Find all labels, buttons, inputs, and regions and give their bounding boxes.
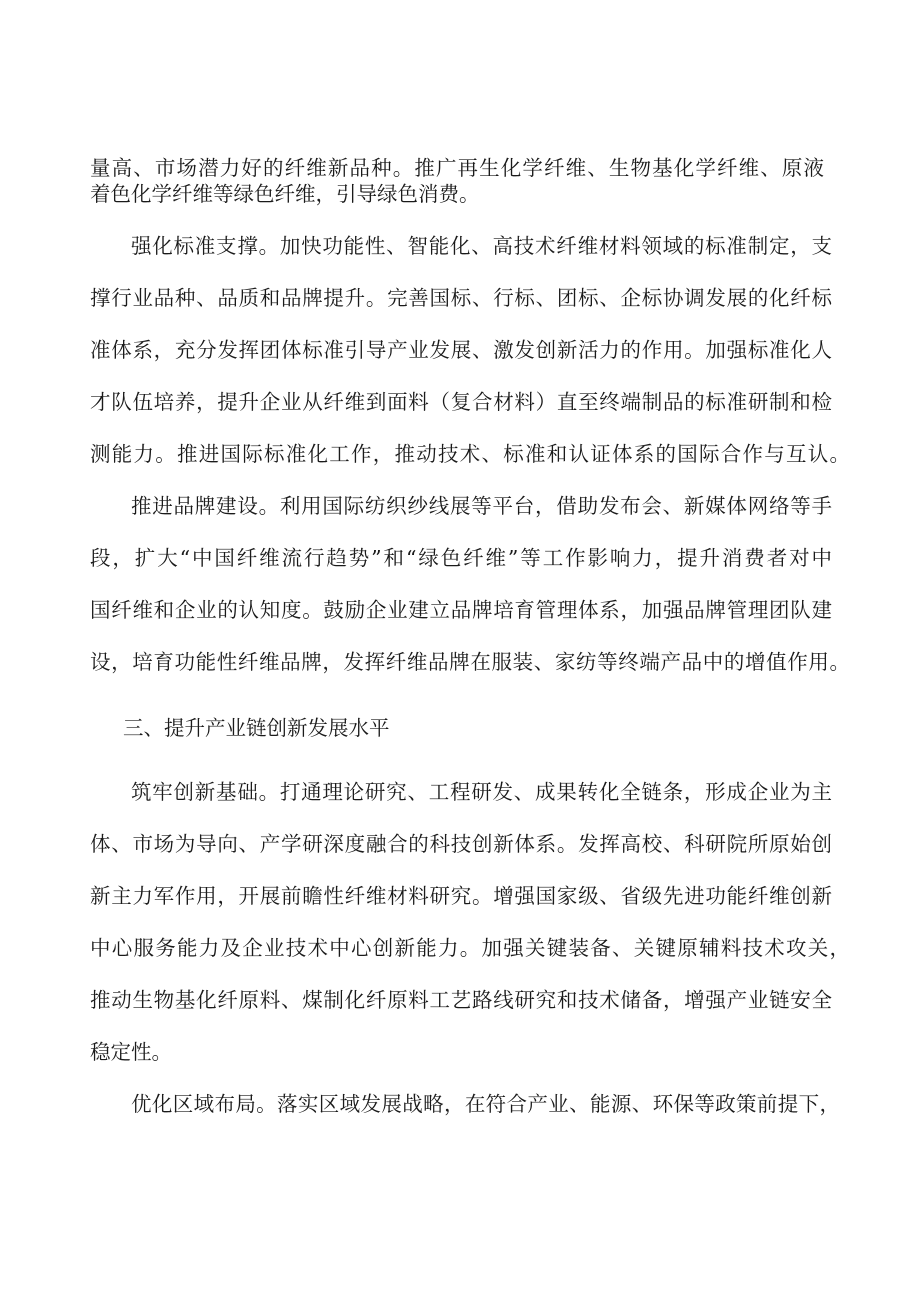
text-line: 优化区域布局。落实区域发展战略，在符合产业、能源、环保等政策前提下， bbox=[131, 1092, 840, 1116]
text-line: 着色化学纤维等绿色纤维，引导绿色消费。 bbox=[90, 182, 480, 206]
text-line: 才队伍培养，提升企业从纤维到面料（复合材料）直至终端制品的标准研制和检 bbox=[90, 390, 832, 414]
text-line: 筑牢创新基础。打通理论研究、工程研发、成果转化全链条，形成企业为主 bbox=[131, 780, 832, 804]
text-line: 强化标准支撑。加快功能性、智能化、高技术纤维材料领域的标准制定，支 bbox=[131, 234, 832, 258]
text-line: 体、市场为导向、产学研深度融合的科技创新体系。发挥高校、科研院所原始创 bbox=[90, 832, 832, 856]
text-line: 稳定性。 bbox=[90, 1040, 172, 1064]
text-line: 准体系，充分发挥团体标准引导产业发展、激发创新活力的作用。加强标准化人 bbox=[90, 338, 832, 362]
text-line: 推动生物基化纤原料、煤制化纤原料工艺路线研究和技术储备，增强产业链安全 bbox=[90, 988, 832, 1012]
text-line: 推进品牌建设。利用国际纺织纱线展等平台，借助发布会、新媒体网络等手 bbox=[131, 494, 832, 518]
text-line: 新主力军作用，开展前瞻性纤维材料研究。增强国家级、省级先进功能纤维创新 bbox=[90, 884, 832, 908]
text-line: 撑行业品种、品质和品牌提升。完善国标、行标、团标、企标协调发展的化纤标 bbox=[90, 286, 832, 310]
text-line: 国纤维和企业的认知度。鼓励企业建立品牌培育管理体系，加强品牌管理团队建 bbox=[90, 598, 832, 622]
text-line: 设，培育功能性纤维品牌，发挥纤维品牌在服装、家纺等终端产品中的增值作用。 bbox=[90, 650, 850, 674]
text-line: 段，扩大“中国纤维流行趋势”和“绿色纤维”等工作影响力，提升消费者对中 bbox=[90, 546, 832, 570]
text-line: 中心服务能力及企业技术中心创新能力。加强关键装备、关键原辅料技术攻关， bbox=[90, 936, 850, 960]
text-line: 测能力。推进国际标准化工作，推动技术、标准和认证体系的国际合作与互认。 bbox=[90, 442, 850, 466]
text-line: 量高、市场潜力好的纤维新品种。推广再生化学纤维、生物基化学纤维、原液 bbox=[90, 156, 824, 180]
section-heading: 三、提升产业链创新发展水平 bbox=[123, 716, 390, 740]
